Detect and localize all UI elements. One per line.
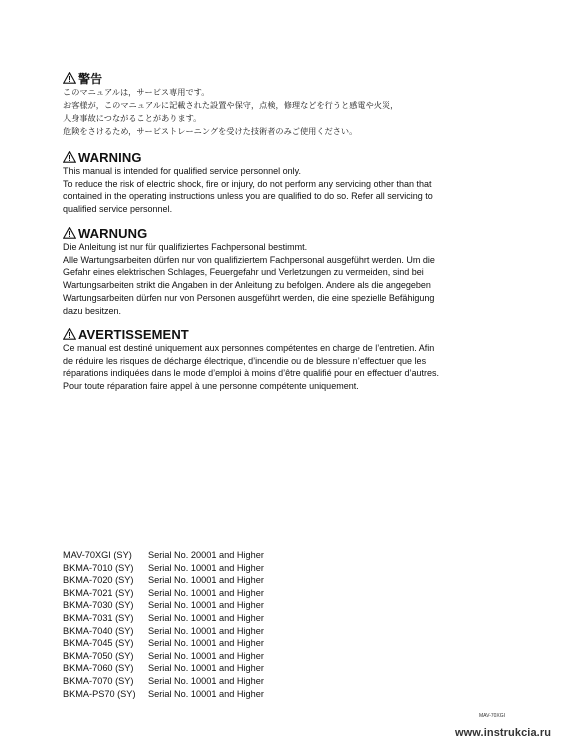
section-line: Ce manual est destiné uniquement aux personnes compétentes en charge de l’entretien. Afin [63, 343, 435, 353]
model-row [63, 662, 264, 675]
site-watermark: www.instrukcia.ru [455, 727, 552, 739]
serial-range: Serial No. 10001 and Higher [148, 688, 264, 699]
serial-range: Serial No. 10001 and Higher [148, 638, 264, 649]
model-row [63, 549, 264, 562]
section-heading [63, 149, 463, 165]
section-title: WARNING [78, 149, 142, 165]
model-name: BKMA-7060 (SY) [63, 663, 134, 674]
serial-range: Serial No. 10001 and Higher [148, 562, 264, 573]
warning-triangle-icon [63, 328, 76, 340]
model-name: BKMA-7070 (SY) [63, 675, 134, 686]
section-line: dazu besitzen. [63, 305, 122, 316]
model-name: BKMA-PS70 (SY) [63, 688, 136, 699]
warning-triangle-icon [63, 227, 76, 239]
section-line: Pour toute réparation faire appel à une personne compétente uniquement. [63, 381, 359, 392]
section-line: 人身事故につながることがあります。 [63, 113, 202, 123]
serial-range: Serial No. 10001 and Higher [148, 587, 264, 598]
model-name: BKMA-7030 (SY) [63, 600, 134, 611]
section-line: contained in the operating instructions unless you are qualified to do so. Refer all servicing to [63, 191, 433, 202]
serial-range: Serial No. 20001 and Higher [148, 550, 264, 560]
section-line: お客様が，このマニュアルに記載された設置や保守，点検，修理などを行うと感電や火災， [63, 100, 399, 110]
model-row [63, 675, 264, 688]
warning-triangle-icon [63, 72, 76, 84]
section-line: このマニュアルは，サービス専用です。 [63, 87, 210, 97]
section-title: AVERTISSEMENT [78, 326, 189, 342]
model-name: BKMA-7031 (SY) [63, 612, 134, 623]
model-name: BKMA-7021 (SY) [63, 587, 134, 598]
model-serial-list [63, 549, 264, 700]
model-row [63, 612, 264, 625]
section-line: This manual is intended for qualified service personnel only. [63, 166, 301, 176]
model-name: BKMA-7020 (SY) [63, 575, 134, 586]
section-line: 危険をさけるため，サービストレーニングを受けた技術者のみご使用ください。 [63, 126, 358, 136]
footer-model-code: MAV-70XGI [479, 713, 506, 719]
model-name: BKMA-7040 (SY) [63, 625, 134, 636]
model-name: MAV-70XGI (SY) [63, 550, 132, 560]
section-line: qualified service personnel. [63, 204, 173, 215]
section-line: Wartungsarbeiten strikt die Angaben in der Anleitung zu befolgen. Andere als die angegeben [63, 280, 431, 291]
serial-range: Serial No. 10001 and Higher [148, 612, 264, 623]
section-heading [63, 70, 483, 86]
section-line: de réduire les risques de décharge électrique, d’incendie ou de blessure n’effectuer que les [63, 355, 427, 366]
warning-section-en [63, 149, 463, 216]
model-row [63, 650, 264, 663]
model-row [63, 637, 264, 650]
model-row [63, 587, 264, 600]
model-row [63, 599, 264, 612]
serial-range: Serial No. 10001 and Higher [148, 650, 264, 661]
section-line: Die Anleitung ist nur für qualifiziertes Fachpersonal bestimmt. [63, 242, 308, 252]
section-heading [63, 225, 463, 241]
section-title: WARNUNG [78, 225, 148, 241]
serial-range: Serial No. 10001 and Higher [148, 575, 264, 586]
section-title: 警告 [78, 71, 103, 86]
serial-range: Serial No. 10001 and Higher [148, 675, 264, 686]
model-name: BKMA-7010 (SY) [63, 562, 134, 573]
model-row [63, 562, 264, 575]
warning-section-fr [63, 326, 463, 393]
model-row [63, 574, 264, 587]
model-row [63, 688, 264, 701]
model-name: BKMA-7050 (SY) [63, 650, 134, 661]
section-heading [63, 326, 463, 342]
section-line: Wartungsarbeiten dürfen nur von Personen ausgeführt werden, die eine spezielle Befähigung [63, 292, 435, 303]
section-line: réparations indiquées dans le mode d’emploi à moins d’être qualifié pour en effectuer d’autres. [63, 368, 440, 379]
model-row [63, 625, 264, 638]
section-line: Alle Wartungsarbeiten dürfen nur von qualifiziertem Fachpersonal ausgeführt werden. Um die [63, 254, 435, 265]
serial-range: Serial No. 10001 and Higher [148, 625, 264, 636]
warning-section-jp [63, 70, 483, 138]
warning-triangle-icon [63, 151, 76, 163]
serial-range: Serial No. 10001 and Higher [148, 600, 264, 611]
serial-range: Serial No. 10001 and Higher [148, 663, 264, 674]
model-name: BKMA-7045 (SY) [63, 638, 134, 649]
section-line: To reduce the risk of electric shock, fire or injury, do not perform any servicing other than that [63, 178, 432, 189]
section-line: Gefahr eines elektrischen Schlages, Feuergefahr und Verletzungen zu vermeiden, sind bei [63, 267, 424, 278]
warning-section-de [63, 225, 463, 317]
